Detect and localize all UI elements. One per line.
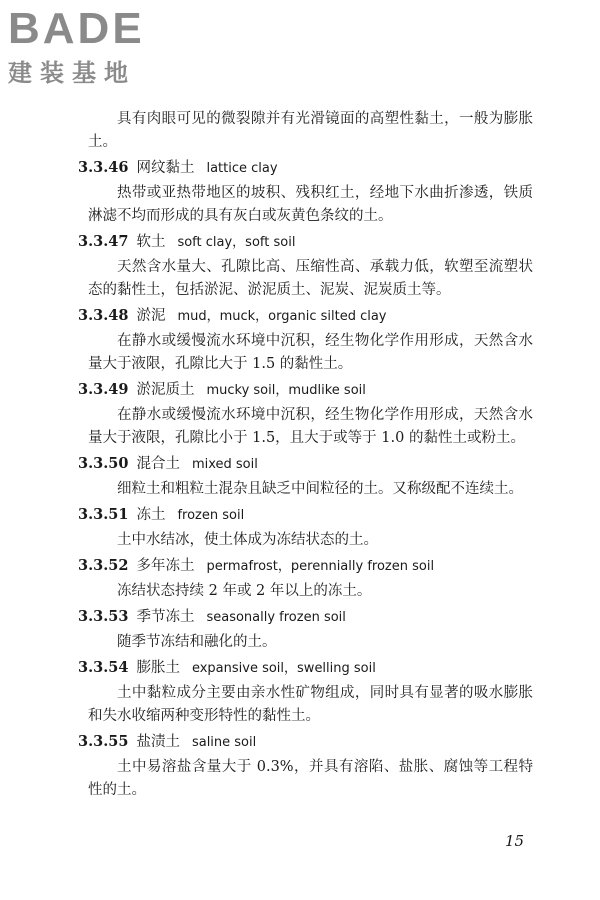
term-number: 3.3.54 — [78, 659, 129, 676]
term-heading — [78, 156, 533, 180]
term-heading — [78, 304, 533, 328]
term-definition: 随季节冻结和融化的土。 — [117, 634, 277, 650]
page-number: 15 — [505, 832, 525, 850]
term-number: 3.3.48 — [78, 307, 129, 324]
term-definition: 在静水或缓慢流水环境中沉积，经生物化学作用形成，天然含水量大于液限，孔隙比小于 1.5，且大于或等于 1.0 的黏性土或粉土。 — [88, 407, 533, 446]
term-definition: 热带或亚热带地区的坡积、残积红土，经地下水曲折渗透，铁质淋滤不均而形成的具有灰白或灰黄色条纹的土。 — [88, 185, 533, 224]
document-body — [78, 108, 533, 802]
term-english: mucky soil，mudlike soil — [206, 383, 366, 398]
term-english: seasonally frozen soil — [206, 610, 346, 625]
term-english: saline soil — [191, 735, 257, 750]
term-number: 3.3.49 — [78, 381, 129, 398]
term-chinese: 软土 — [136, 234, 166, 250]
term-english: mud，muck，organic silted clay — [177, 309, 387, 324]
term-heading — [78, 452, 533, 476]
term-english: soft clay，soft soil — [177, 235, 296, 250]
term-english: frozen soil — [177, 508, 245, 523]
term-heading — [78, 503, 533, 527]
term-number: 3.3.50 — [78, 455, 129, 472]
term-chinese: 盐渍土 — [136, 734, 180, 750]
term-definition: 冻结状态持续 2 年或 2 年以上的冻土。 — [117, 583, 372, 599]
term-definition: 土中易溶盐含量大于 0.3%，并具有溶陷、盐胀、腐蚀等工程特性的土。 — [88, 759, 533, 798]
term-english: permafrost，perennially frozen soil — [206, 559, 435, 574]
term-heading — [78, 730, 533, 754]
term-heading — [78, 605, 533, 629]
term-definition: 细粒土和粗粒土混杂且缺乏中间粒径的土。又称级配不连续土。 — [117, 481, 523, 497]
term-number: 3.3.55 — [78, 733, 129, 750]
term-number: 3.3.46 — [78, 159, 129, 176]
term-chinese: 冻土 — [136, 507, 166, 523]
term-entries — [78, 156, 533, 802]
term-number: 3.3.53 — [78, 608, 129, 625]
term-number: 3.3.51 — [78, 506, 129, 523]
term-heading — [78, 554, 533, 578]
intro-paragraph: 具有肉眼可见的微裂隙并有光滑镜面的高塑性黏土，一般为膨胀土。 — [88, 111, 533, 150]
term-definition: 土中水结冰，使土体成为冻结状态的土。 — [117, 532, 378, 548]
logo-brand: BADE — [8, 4, 145, 53]
term-chinese: 季节冻土 — [136, 609, 195, 625]
term-heading — [78, 656, 533, 680]
term-english: expansive soil，swelling soil — [191, 661, 376, 676]
term-definition: 天然含水量大、孔隙比高、压缩性高、承载力低，软塑至流塑状态的黏性土，包括淤泥、淤泥质土、泥炭、泥炭质土等。 — [88, 259, 533, 298]
term-chinese: 淤泥 — [136, 308, 166, 324]
watermark-logo — [8, 6, 183, 90]
term-chinese: 淤泥质土 — [136, 382, 195, 398]
term-english: mixed soil — [191, 457, 258, 472]
term-heading — [78, 230, 533, 254]
term-chinese: 混合土 — [136, 456, 180, 472]
term-english: lattice clay — [206, 161, 278, 176]
term-heading — [78, 378, 533, 402]
term-chinese: 膨胀土 — [136, 660, 180, 676]
term-chinese: 多年冻土 — [136, 558, 195, 574]
term-definition: 在静水或缓慢流水环境中沉积，经生物化学作用形成，天然含水量大于液限，孔隙比大于 1.5 的黏性土。 — [88, 333, 533, 372]
term-number: 3.3.47 — [78, 233, 129, 250]
logo-subtitle: 建装基地 — [8, 59, 136, 87]
term-definition: 土中黏粒成分主要由亲水性矿物组成，同时具有显著的吸水膨胀和失水收缩两种变形特性的黏性土。 — [88, 685, 533, 724]
term-number: 3.3.52 — [78, 557, 129, 574]
term-chinese: 网纹黏土 — [136, 160, 195, 176]
